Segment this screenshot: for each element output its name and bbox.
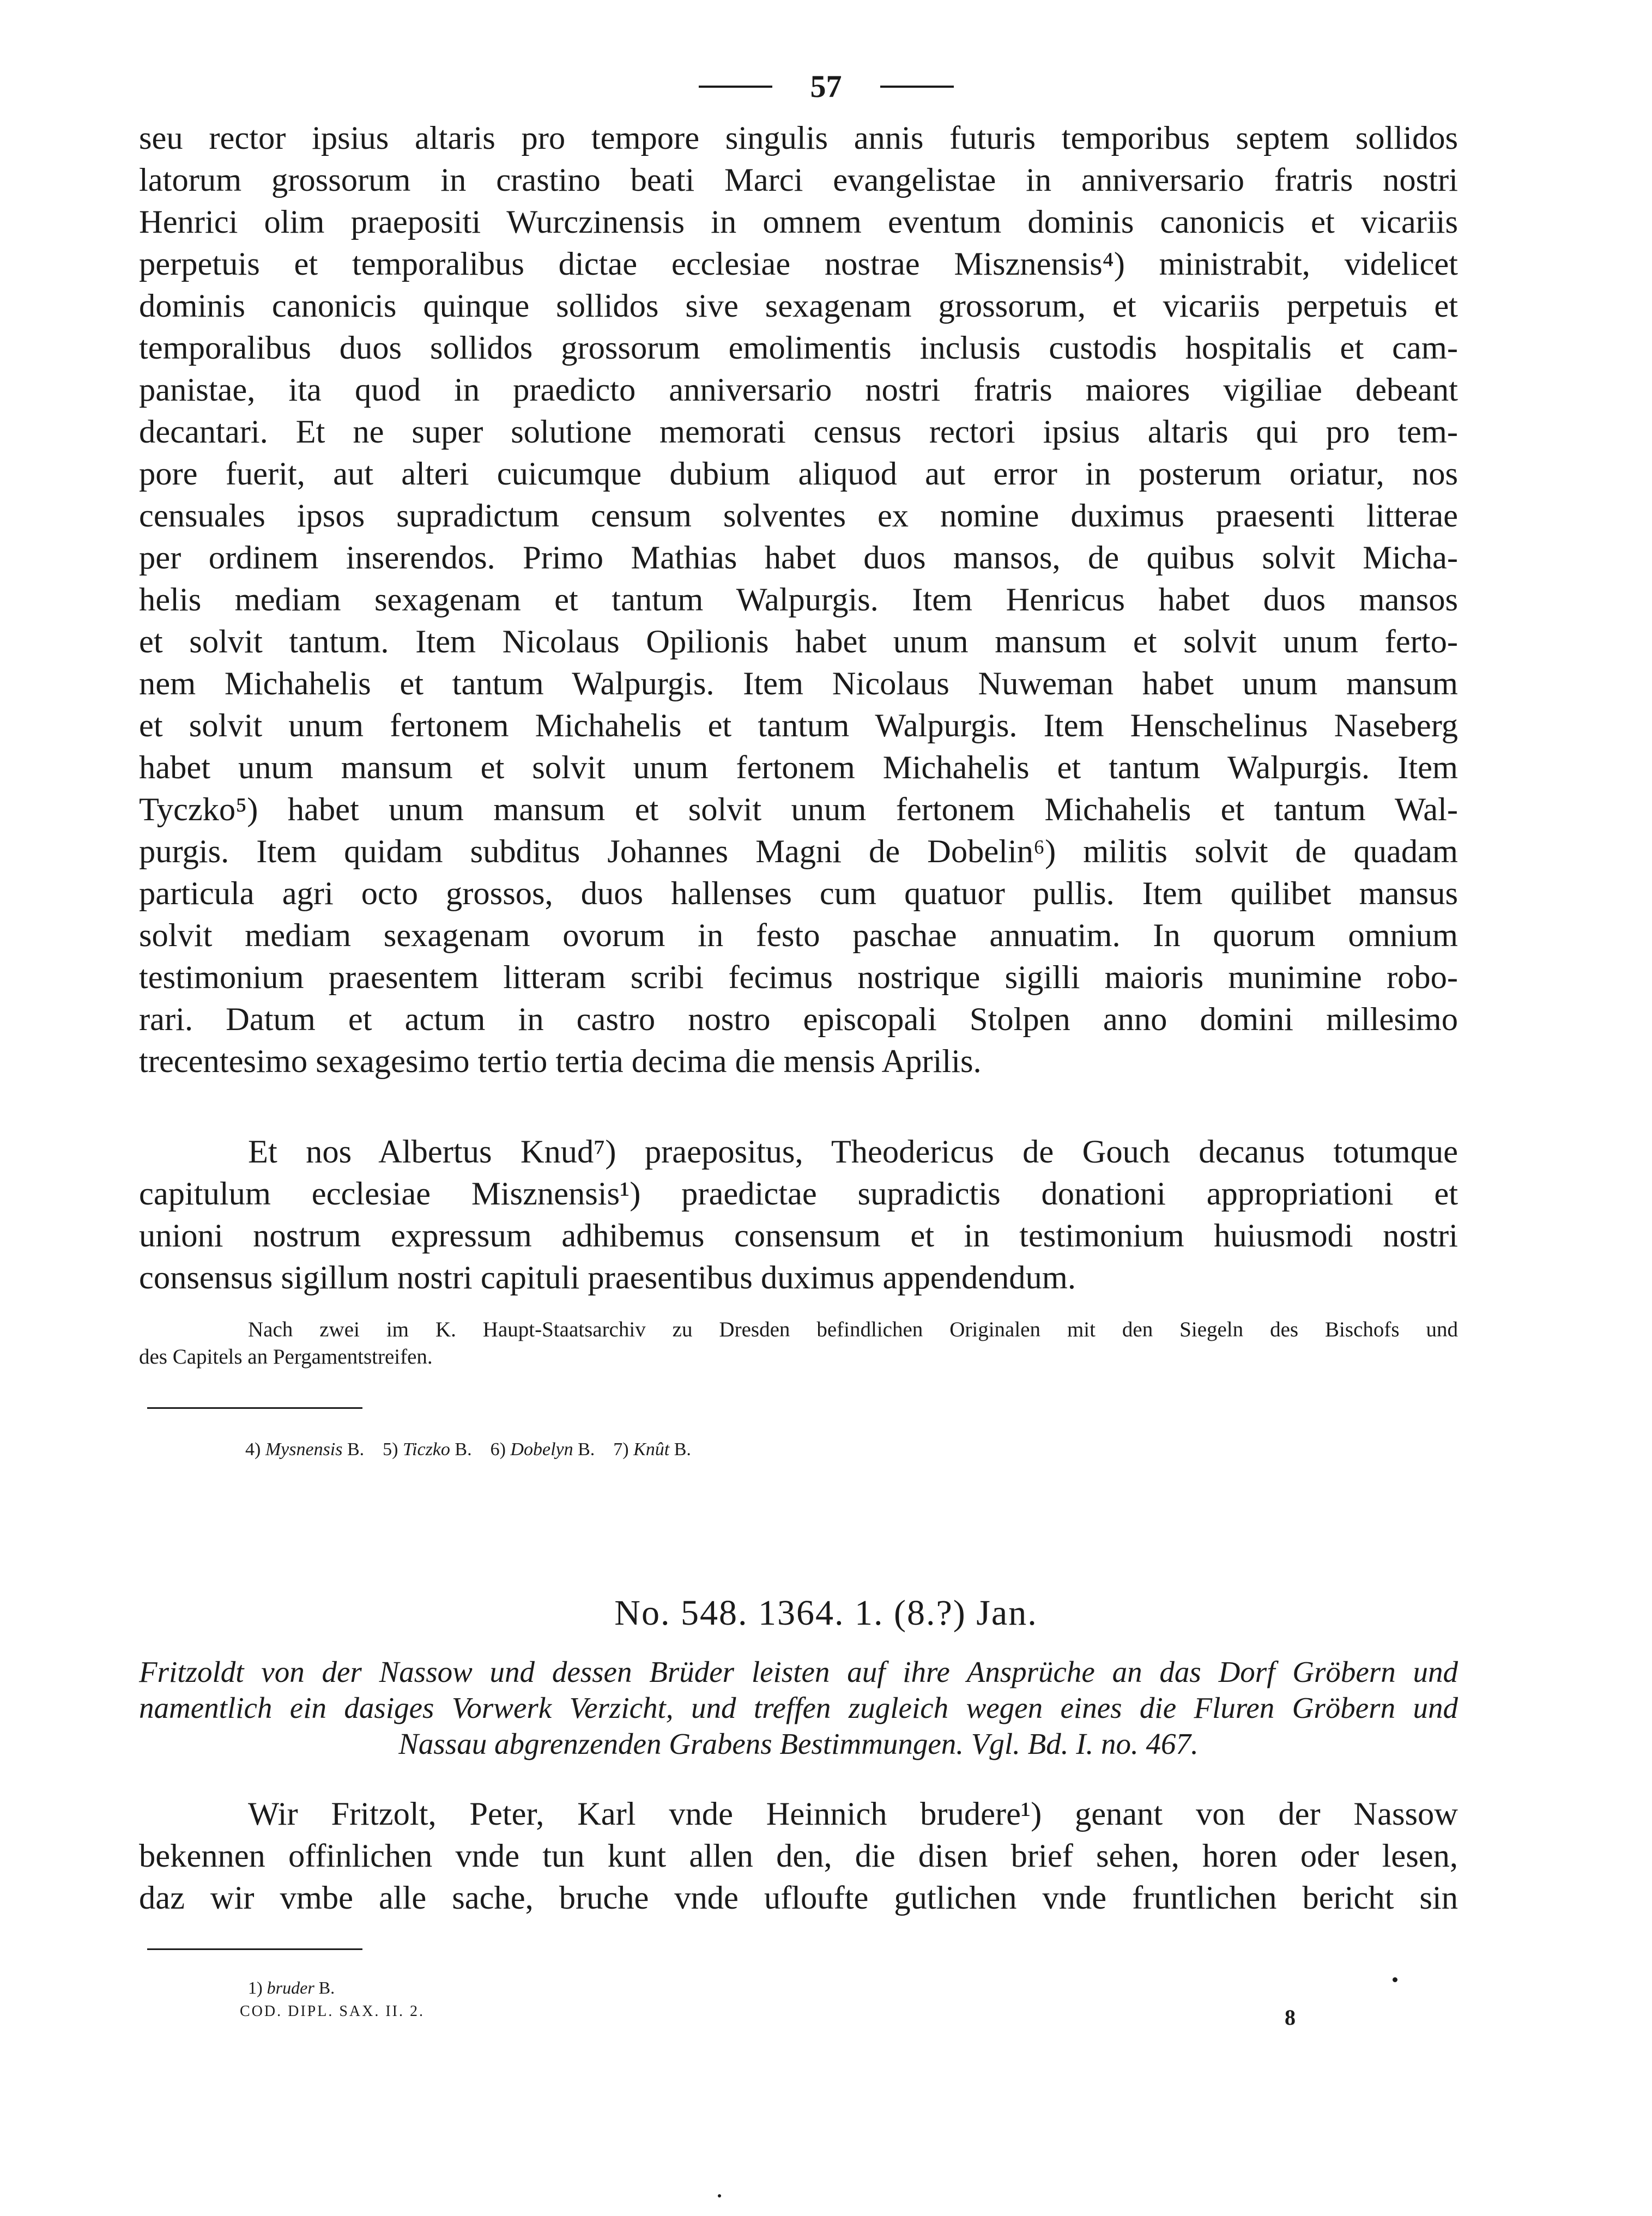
header-dash-right: [880, 86, 954, 88]
text-line: habet unum mansum et solvit unum fertonem Michahelis et tantum Walpurgis. Item: [139, 749, 1458, 786]
note-line: Nach zwei im K. Haupt-Staatsarchiv zu Dresden befindlichen Originalen mit den Siegeln des Bischofs und: [248, 1318, 1458, 1341]
text-line: et solvit unum fertonem Michahelis et tantum Walpurgis. Item Henschelinus Naseberg: [139, 707, 1458, 744]
variant-readings: [245, 1439, 691, 1461]
text-line: temporalibus duos sollidos grossorum emolimentis inclusis custodis hospitalis et cam-: [139, 330, 1458, 366]
header-dash-left: [699, 86, 772, 88]
document-summary: [139, 1654, 1458, 1762]
text-line: per ordinem inserendos. Primo Mathias habet duos mansos, de quibus solvit Micha-: [139, 540, 1458, 576]
signature-mark: 8: [1285, 2005, 1296, 2030]
text-line: unioni nostrum expressum adhibemus consensum et in testimonium huiusmodi nostri: [139, 1218, 1458, 1254]
text-line: Wir Fritzolt, Peter, Karl vnde Heinnich brudere¹) genant von der Nassow: [248, 1796, 1458, 1832]
text-line: particula agri octo grossos, duos hallenses cum quatuor pullis. Item quilibet mansus: [139, 875, 1458, 912]
series-mark: COD. DIPL. SAX. II. 2.: [240, 2003, 425, 2020]
footnote-rule: [147, 1948, 362, 1950]
page-header: [0, 71, 1652, 102]
text-line: rari. Datum et actum in castro nostro episcopali Stolpen anno domini millesimo: [139, 1001, 1458, 1038]
variant-note: 6) Dobelyn B.: [490, 1439, 595, 1460]
variant-note: 4) Mysnensis B.: [245, 1439, 365, 1460]
charter-text: [139, 1793, 1458, 1919]
text-line: Tyczko⁵) habet unum mansum et solvit unum fertonem Michahelis et tantum Wal-: [139, 791, 1458, 828]
note-line: des Capitels an Pergamentstreifen.: [139, 1345, 433, 1369]
print-speck: [718, 2194, 721, 2197]
text-line: Henrici olim praepositi Wurczinensis in omnem eventum dominis canonicis et vicariis: [139, 204, 1458, 240]
text-line: Et nos Albertus Knud⁷) praepositus, Theodericus de Gouch decanus totumque: [248, 1134, 1458, 1170]
summary-line: namentlich ein dasiges Vorwerk Verzicht, und treffen zugleich wegen eines die Fluren Gröbern und: [139, 1691, 1458, 1724]
document-heading: No. 548. 1364. 1. (8.?) Jan.: [614, 1593, 1038, 1633]
footnote-rule: [147, 1407, 362, 1409]
text-line: consensus sigillum nostri capituli praesentibus duximus appendendum.: [139, 1260, 1076, 1296]
text-line: decantari. Et ne super solutione memorati census rectori ipsius altaris qui pro tem-: [139, 414, 1458, 450]
text-line: perpetuis et temporalibus dictae ecclesiae nostrae Misznensis⁴) ministrabit, videlicet: [139, 246, 1458, 282]
variant-note: 7) Knût B.: [613, 1439, 691, 1460]
text-line: censuales ipsos supradictum censum solventes ex nomine duximus praesenti litterae: [139, 498, 1458, 534]
text-line: pore fuerit, aut alteri cuicumque dubium aliquod aut error in posterum oriatur, nos: [139, 456, 1458, 492]
text-line: seu rector ipsius altaris pro tempore singulis annis futuris temporibus septem sollidos: [139, 120, 1458, 156]
text-line: solvit mediam sexagenam ovorum in festo paschae annuatim. In quorum omnium: [139, 917, 1458, 954]
summary-line: Nassau abgrenzenden Grabens Bestimmungen. Vgl. Bd. I. no. 467.: [398, 1727, 1199, 1760]
archival-source-note: [139, 1316, 1458, 1371]
footnote: 1) bruder B.: [248, 1978, 335, 1997]
text-line: et solvit tantum. Item Nicolaus Opilionis habet unum mansum et solvit unum ferto-: [139, 623, 1458, 660]
charter-text-continued: [139, 117, 1458, 1082]
text-line: testimonium praesentem litteram scribi fecimus nostrique sigilli maioris munimine robo-: [139, 959, 1458, 996]
summary-line: Fritzoldt von der Nassow und dessen Brüder leisten auf ihre Ansprüche an das Dorf Gröbern und: [139, 1655, 1458, 1688]
text-line: dominis canonicis quinque sollidos sive sexagenam grossorum, et vicariis perpetuis et: [139, 288, 1458, 324]
chapter-consent-paragraph: [139, 1131, 1458, 1299]
page-number: 57: [810, 69, 842, 104]
text-line: latorum grossorum in crastino beati Marci evangelistae in anniversario fratris nostri: [139, 162, 1458, 198]
text-line: panistae, ita quod in praedicto anniversario nostri fratris maiores vigiliae debeant: [139, 372, 1458, 408]
variant-note: 5) Ticzko B.: [383, 1439, 472, 1460]
page-footer: [240, 1976, 425, 2024]
text-line: purgis. Item quidam subditus Johannes Magni de Dobelin⁶) militis solvit de quadam: [139, 833, 1458, 870]
text-line: trecentesimo sexagesimo tertio tertia decima die mensis Aprilis.: [139, 1043, 982, 1080]
text-line: nem Michahelis et tantum Walpurgis. Item Nicolaus Nuweman habet unum mansum: [139, 665, 1458, 702]
text-line: helis mediam sexagenam et tantum Walpurgis. Item Henricus habet duos mansos: [139, 582, 1458, 618]
text-line: capitulum ecclesiae Misznensis¹) praedictae supradictis donationi appropriationi et: [139, 1176, 1458, 1212]
text-line: bekennen offinlichen vnde tun kunt allen den, die disen brief sehen, horen oder lesen,: [139, 1838, 1458, 1874]
print-speck: [1393, 1977, 1397, 1982]
text-line: daz wir vmbe alle sache, bruche vnde ufloufte gutlichen vnde fruntlichen bericht sin: [139, 1880, 1458, 1916]
